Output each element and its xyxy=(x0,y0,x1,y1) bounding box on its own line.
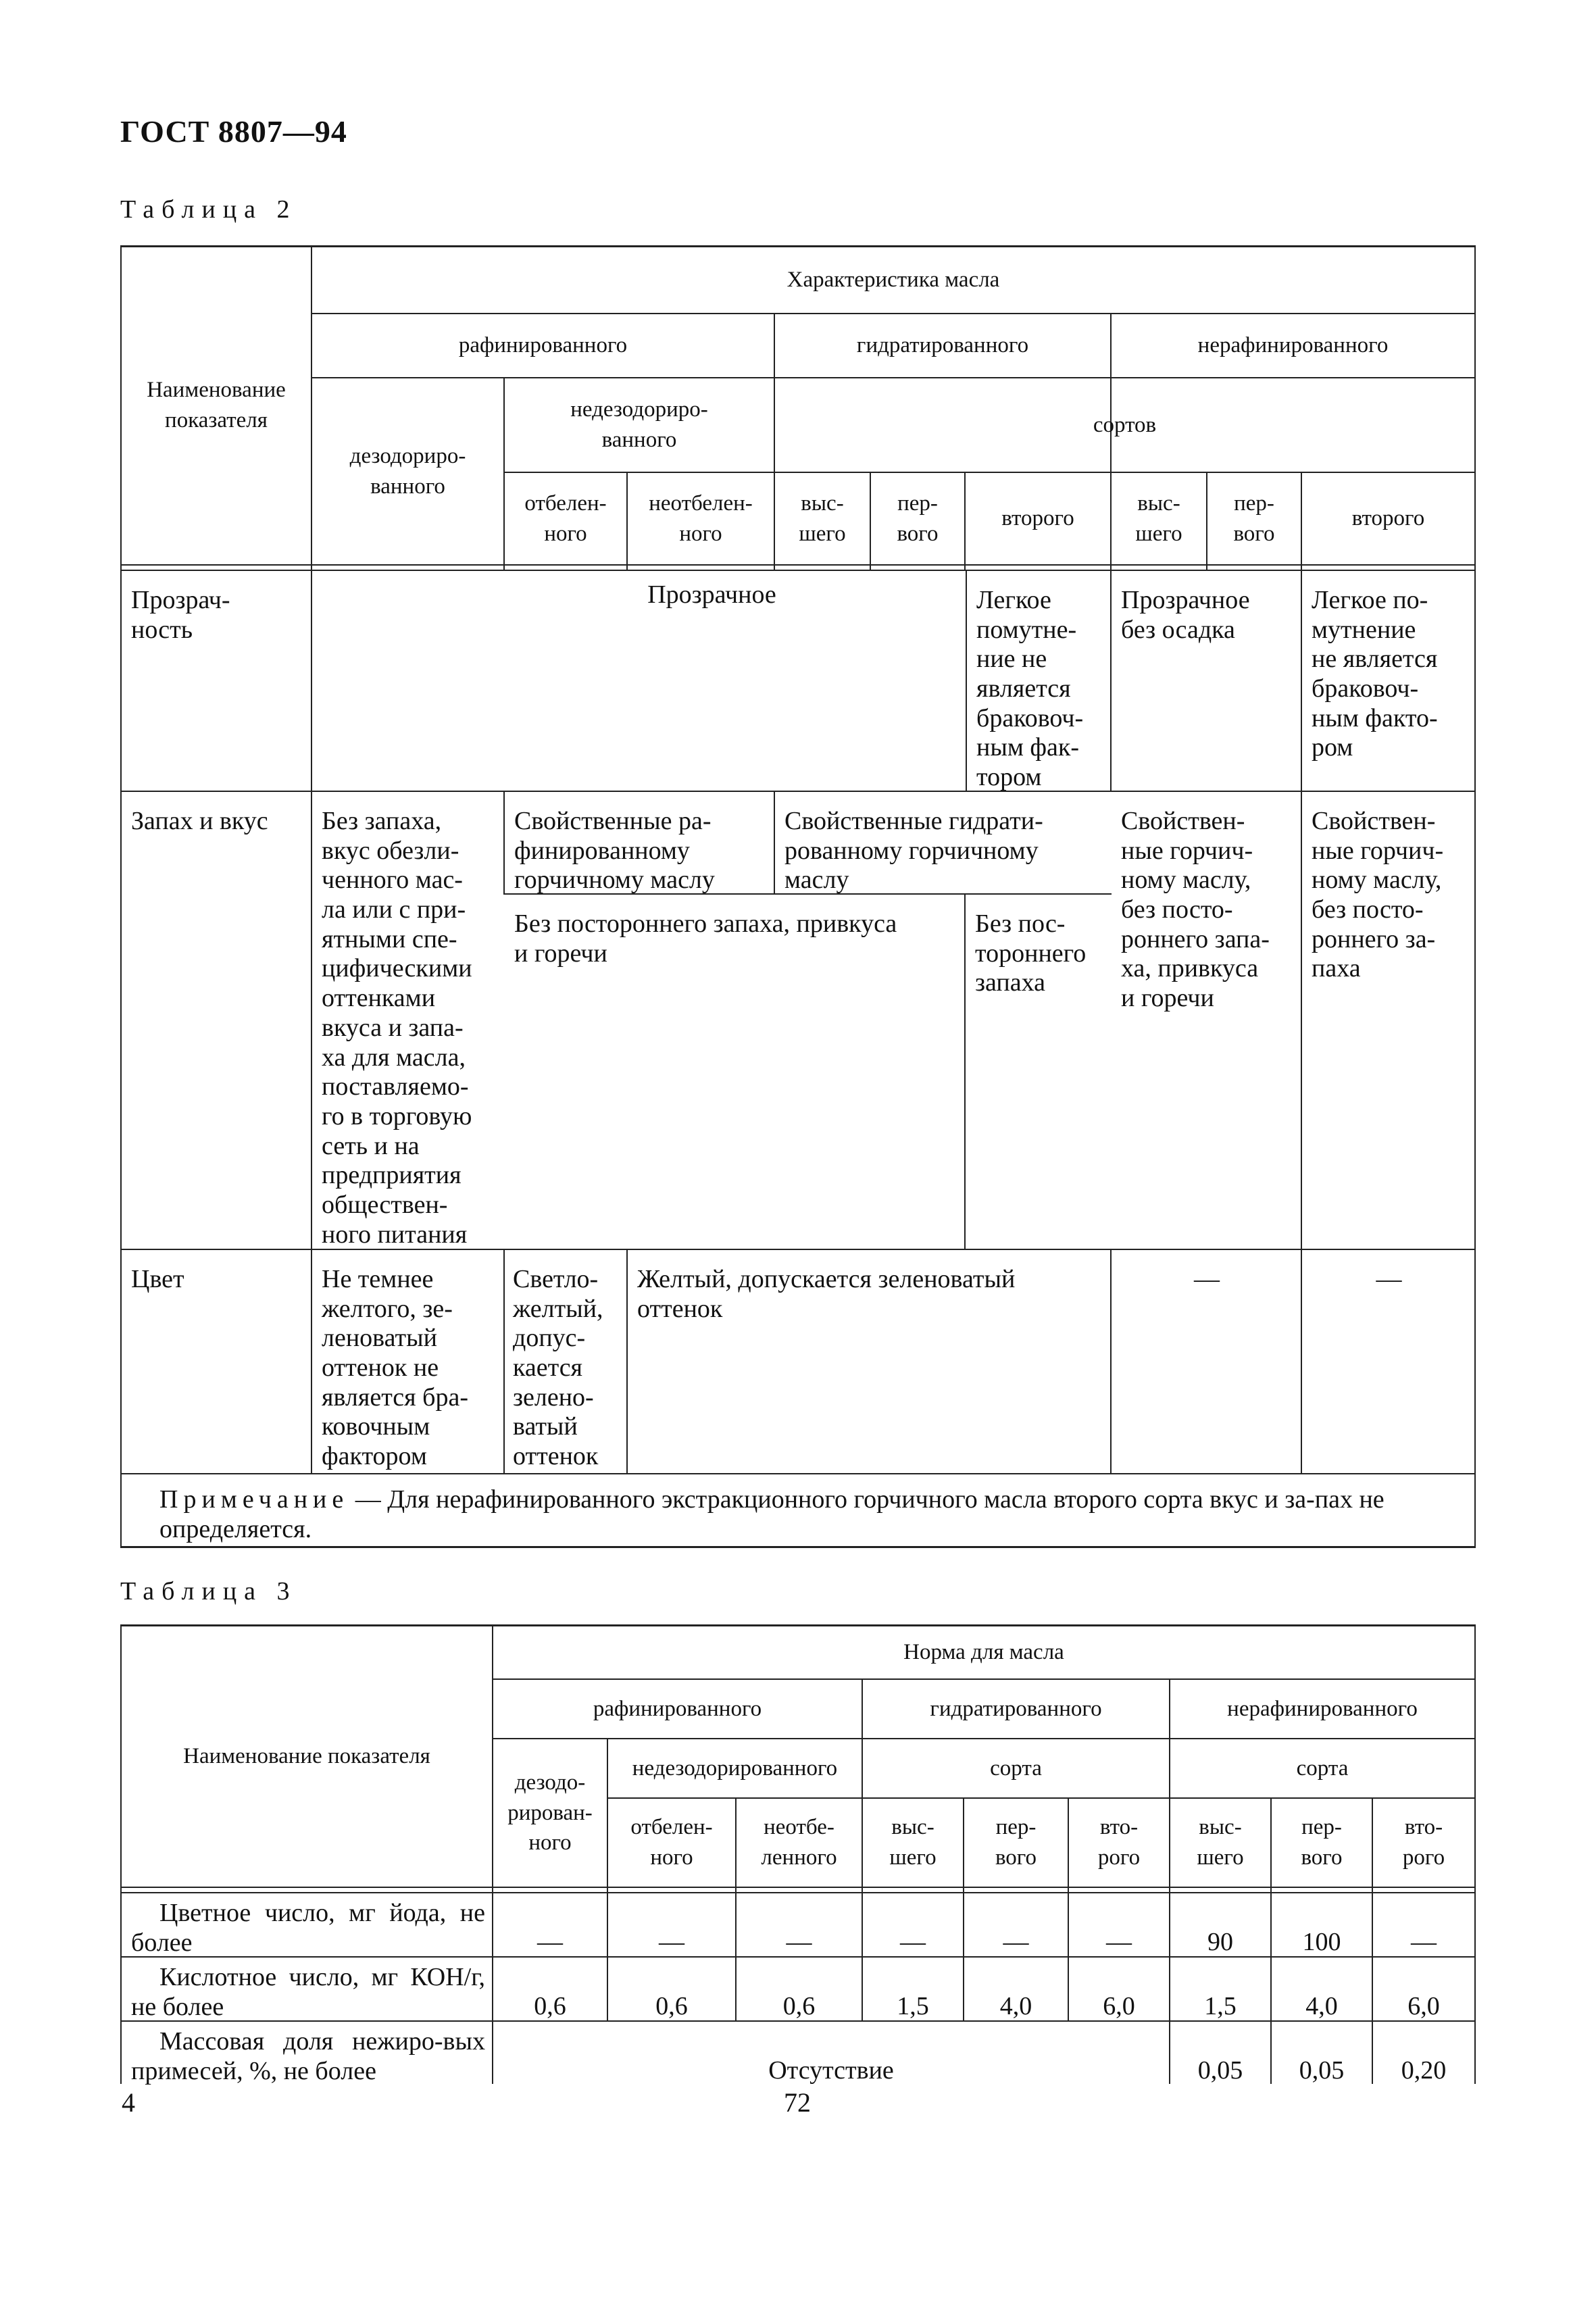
t3-header-indicator: Наименование показателя xyxy=(183,1743,430,1768)
document-header: ГОСТ 8807—94 xyxy=(120,114,347,149)
t3-header-unbleached: неотбе-ленного xyxy=(761,1815,837,1870)
t3-header-h-first: пер-вого xyxy=(995,1815,1037,1870)
table2-caption: Таблица 2 xyxy=(120,195,297,224)
t3-header-grade-unrefined: сорта xyxy=(1296,1756,1349,1781)
t3-r0-c1: — xyxy=(537,1928,563,1956)
table3-caption: Таблица 3 xyxy=(120,1577,297,1605)
t2-note-prefix: Примечание xyxy=(159,1485,349,1514)
t3-header-deodorized: дезодо-рирован-ного xyxy=(507,1770,593,1856)
t2-header-non-deodorized: недезодориро-ванного xyxy=(570,397,708,452)
t3-r1-c5: 4,0 xyxy=(999,1992,1032,2020)
t3-r0-c9: — xyxy=(1411,1928,1437,1956)
t2-header-hydrated: гидратированного xyxy=(856,333,1029,358)
t3-r0-c3: — xyxy=(786,1928,812,1956)
t2-note-text: — Для нерафинированного экстракционного горчичного масла второго сорта вкус и за-пах не определяется. xyxy=(159,1485,1385,1543)
t2-color-unrefined-high-first: — xyxy=(1194,1265,1220,1293)
t2-header-refined: рафинированного xyxy=(458,333,628,358)
t2-header-unrefined: нерафинированного xyxy=(1197,333,1389,358)
t3-header-hydrated: гидратированного xyxy=(930,1696,1102,1721)
t2-clarity-hydrated-second: Легкое помутне- ние не является браковоч- ным фак- тором xyxy=(966,571,1110,791)
t2-header-bleached: отбелен-ного xyxy=(524,491,607,546)
t3-r2-c8: 0,05 xyxy=(1299,2056,1345,2085)
t2-header-indicator: Наименование показателя xyxy=(147,378,286,432)
t2-row-clarity-label: Прозрач- ность xyxy=(131,586,230,644)
t3-r1-c6: 6,0 xyxy=(1103,1992,1135,2020)
t3-r0-c5: — xyxy=(1003,1928,1029,1956)
t3-header-bleached: отбелен-ного xyxy=(630,1815,713,1870)
t2-note xyxy=(122,1474,1474,1546)
t2-color-bleached: Светло- желтый, допус- кается зелено- ватый оттенок xyxy=(513,1265,603,1471)
t2-header-hydrated-second: второго xyxy=(1001,506,1074,531)
t3-r1-c8: 4,0 xyxy=(1305,1992,1338,2020)
t3-r1-c3: 0,6 xyxy=(782,1992,816,2020)
t2-row-smell-label: Запах и вкус xyxy=(131,807,268,835)
t3-r0-c6: — xyxy=(1106,1928,1132,1956)
t3-r2-merged: Отсутствие xyxy=(768,2056,894,2085)
t3-row-impurities-label: Массовая доля нежиро-вых примесей, %, не более xyxy=(131,2027,485,2085)
t2-header-grades: сортов xyxy=(1093,412,1157,437)
t3-header-refined: рафинированного xyxy=(593,1696,762,1721)
t2-header-deodorized: дезодориро-ванного xyxy=(349,443,466,499)
t3-r2-c9: 0,20 xyxy=(1401,2056,1447,2085)
t3-r0-c4: — xyxy=(900,1928,926,1956)
t3-row-color-number-label: Цветное число, мг йода, не более xyxy=(131,1899,485,1957)
t3-r1-c2: 0,6 xyxy=(655,1992,688,2020)
t3-header-norm: Норма для масла xyxy=(903,1639,1064,1664)
t3-r1-c7: 1,5 xyxy=(1204,1992,1237,2020)
t2-header-hydrated-highest: выс-шего xyxy=(799,491,846,546)
t2-header-unbleached: неотбелен-ного xyxy=(649,491,753,546)
t2-smell-no-foreign: Без постороннего запаха, привкуса и горечи xyxy=(514,910,897,968)
t2-smell-unrefined-high-first: Свойствен- ные горчич- ному маслу, без посто- роннего запа- ха, привкуса и горечи xyxy=(1121,807,1270,1013)
t3-r1-c1: 0,6 xyxy=(534,1992,566,2020)
t3-row-acid-number-label: Кислотное число, мг КОН/г, не более xyxy=(131,1963,485,2021)
t3-r0-c7: 90 xyxy=(1207,1928,1233,1956)
t3-r0-c2: — xyxy=(659,1928,684,1956)
page-number: 4 xyxy=(122,2087,135,2118)
t2-row-color-label: Цвет xyxy=(131,1265,184,1293)
t3-header-h-second: вто-рого xyxy=(1097,1815,1141,1870)
t2-header-unrefined-highest: выс-шего xyxy=(1135,491,1182,546)
t2-clarity-unrefined-high-first: Прозрачное без осадка xyxy=(1121,586,1250,644)
t3-header-h-highest: выс-шего xyxy=(889,1815,937,1870)
t3-r1-c4: 1,5 xyxy=(897,1992,929,2020)
t3-header-u-second: вто-рого xyxy=(1402,1815,1445,1870)
t3-header-u-highest: выс-шего xyxy=(1197,1815,1244,1870)
t3-r1-c9: 6,0 xyxy=(1407,1992,1440,2020)
sheet-number: 72 xyxy=(784,2087,811,2118)
t3-r2-c7: 0,05 xyxy=(1197,2056,1243,2085)
t3-header-u-first: пер-вого xyxy=(1301,1815,1343,1870)
t2-smell-deodorized: Без запаха, вкус обезли- ченного мас- ла или с при- ятными спе- цифическими оттенками вкуса и запа- ха для масла, поставляемо- го в торговую сеть и на предприятия обществен- ного питания xyxy=(322,807,472,1249)
t2-smell-unrefined-second: Свойствен- ные горчич- ному маслу, без посто- роннего за- паха xyxy=(1312,807,1444,983)
t3-header-unrefined: нерафинированного xyxy=(1227,1696,1418,1721)
t2-color-yellow: Желтый, допускается зеленоватый оттенок xyxy=(637,1265,1016,1323)
t2-clarity-unrefined-second: Легкое по- мутнение не является браковоч- ным факто- ром xyxy=(1312,586,1438,762)
t2-clarity-transparent: Прозрачное xyxy=(647,580,776,609)
t2-color-unrefined-second: — xyxy=(1376,1265,1402,1293)
t2-header-unrefined-second: второго xyxy=(1351,506,1425,531)
t2-smell-hydrated-mustard: Свойственные гидрати- рованному горчичному маслу xyxy=(784,807,1043,895)
t2-smell-refined-mustard: Свойственные ра- финированному горчичному маслу xyxy=(514,807,715,895)
t2-color-deodorized: Не темнее желтого, зе- леноватый оттенок не является бра- ковочным фактором xyxy=(322,1265,468,1471)
t2-header-unrefined-first: пер-вого xyxy=(1233,491,1275,546)
t3-r0-c8: 100 xyxy=(1302,1928,1341,1956)
t2-header-hydrated-first: пер-вого xyxy=(897,491,939,546)
t3-header-grade-hydrated: сорта xyxy=(990,1756,1042,1781)
t2-smell-hydrated-second: Без пос- тороннего запаха xyxy=(975,910,1087,997)
t3-header-non-deodorized: недезодорированного xyxy=(632,1756,838,1781)
t2-header-characteristic: Характеристика масла xyxy=(787,267,1000,292)
